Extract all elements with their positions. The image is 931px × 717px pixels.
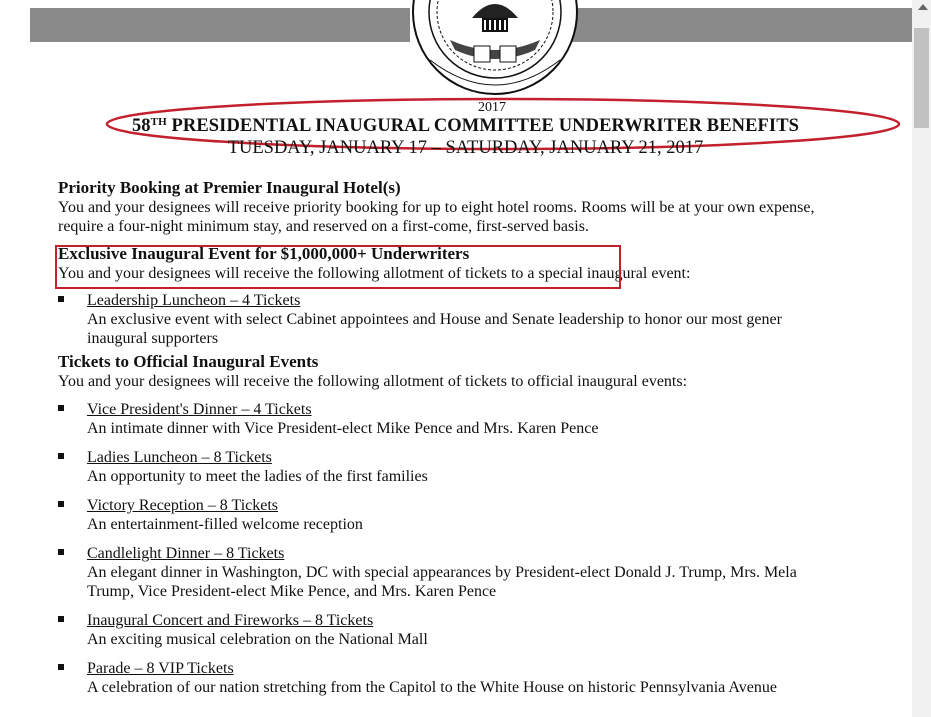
bullet-icon — [58, 549, 64, 555]
inaugural-seal-icon — [410, 0, 580, 105]
section-text: You and your designees will receive the following allotment of tickets to official inaugural events: — [58, 373, 688, 390]
title-number: 58 — [131, 116, 151, 136]
section-text: You and your designees will receive the following allotment of tickets to a special inaugural event: — [58, 265, 691, 282]
item-title: Inaugural Concert and Fireworks – 8 Tickets — [87, 612, 374, 629]
item-description: An elegant dinner in Washington, DC with special appearances by President-elect Donald J. Trump, Mrs. Mela — [87, 564, 797, 581]
item-description: An exciting musical celebration on the National Mall — [87, 631, 428, 648]
title-text: PRESIDENTIAL INAUGURAL COMMITTEE UNDERWRITER BENEFITS — [166, 116, 800, 136]
bullet-icon — [58, 405, 64, 411]
item-description: An intimate dinner with Vice President-elect Mike Pence and Mrs. Karen Pence — [87, 420, 599, 437]
section-text: You and your designees will receive priority booking for up to eight hotel rooms. Rooms will be at your own expense, — [58, 199, 815, 216]
list-item — [58, 496, 913, 534]
header-bar-left — [30, 8, 410, 42]
item-title: Ladies Luncheon – 8 Tickets — [87, 449, 272, 466]
item-description: Trump, Vice President-elect Mike Pence, and Mrs. Karen Pence — [87, 583, 497, 600]
section-text: require a four-night minimum stay, and reserved on a first-come, first-served basis. — [58, 218, 589, 235]
scrollbar-thumb[interactable] — [914, 28, 929, 128]
item-title: Leadership Luncheon – 4 Tickets — [87, 292, 301, 309]
item-description: An exclusive event with select Cabinet appointees and House and Senate leadership to honor our most gener — [87, 311, 782, 328]
header-bar-right — [572, 8, 912, 42]
document-title — [0, 116, 931, 137]
list-item — [58, 544, 913, 601]
vertical-scrollbar[interactable] — [912, 0, 931, 717]
exclusive-event-highlight-box — [55, 245, 621, 289]
bullet-icon — [58, 453, 64, 459]
title-suffix: TH — [150, 116, 167, 128]
seal-year: 2017 — [478, 100, 506, 115]
item-description: A celebration of our nation stretching from the Capitol to the White House on historic Pennsylvania Avenue — [87, 679, 777, 696]
bullet-icon — [58, 296, 64, 302]
item-title: Candlelight Dinner – 8 Tickets — [87, 545, 285, 562]
bullet-icon — [58, 616, 64, 622]
list-item — [58, 400, 913, 438]
bullet-icon — [58, 664, 64, 670]
list-item — [58, 659, 913, 697]
section-heading-hotel: Priority Booking at Premier Inaugural Hotel(s) — [58, 178, 401, 197]
item-title: Vice President's Dinner – 4 Tickets — [87, 401, 312, 418]
document-subtitle: TUESDAY, JANUARY 17 – SATURDAY, JANUARY 21, 2017 — [227, 138, 704, 158]
item-title: Parade – 8 VIP Tickets — [87, 660, 234, 677]
item-description: An entertainment-filled welcome reception — [87, 516, 363, 533]
section-heading-exclusive: Exclusive Inaugural Event for $1,000,000+ Underwriters — [58, 244, 470, 263]
bullet-icon — [58, 501, 64, 507]
item-description: An opportunity to meet the ladies of the first families — [87, 468, 428, 485]
scroll-up-arrow-icon[interactable] — [918, 4, 928, 10]
section-heading-official: Tickets to Official Inaugural Events — [58, 352, 319, 371]
list-item — [58, 291, 913, 348]
item-title: Victory Reception – 8 Tickets — [87, 497, 279, 514]
list-item — [58, 448, 913, 486]
list-item — [58, 611, 913, 649]
item-description: inaugural supporters — [87, 330, 219, 347]
